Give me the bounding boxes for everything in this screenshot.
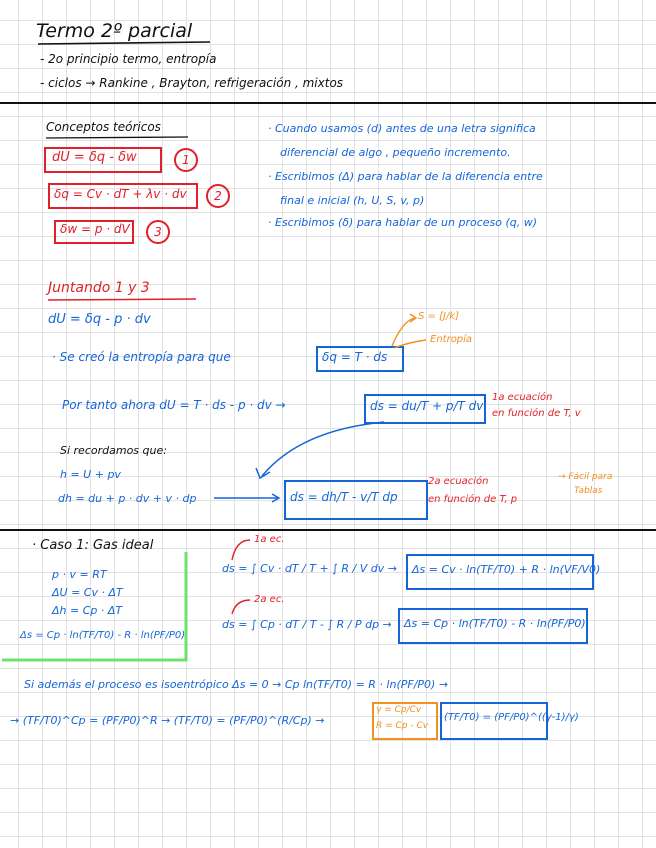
note-2-line-2: final e inicial (h, U, S, v, p) bbox=[280, 194, 425, 207]
entropy-label: Entropía bbox=[430, 334, 473, 345]
tablas-note-1: → Fácil para bbox=[558, 472, 613, 482]
gamma-def: γ = Cp/Cv bbox=[376, 705, 422, 715]
caso1-ec2-result: Δs = Cp · ln(TF/T0) - R · ln(PF/P0) bbox=[404, 617, 586, 630]
caso1-ec1-result: Δs = Cv · ln(TF/T0) + R · ln(VF/V0) bbox=[412, 563, 601, 576]
entropy-box-text: δq = T · ds bbox=[322, 350, 388, 364]
ec1-label-1: 1a ecuación bbox=[492, 392, 553, 403]
eq3-number: 3 bbox=[146, 220, 170, 244]
note-1-line-1: · Cuando usamos (d) antes de una letra significa bbox=[268, 122, 536, 135]
delta-h: Δh = Cp · ΔT bbox=[52, 604, 123, 617]
isentropic-line-2: → (TF/T0)^Cp = (PF/P0)^R → (TF/T0) = (PF/P0)^(R/Cp) → bbox=[10, 714, 325, 727]
note-1-line-2: diferencial de algo , pequeño incremento. bbox=[280, 146, 511, 159]
ec2-label-1: 2a ecuación bbox=[428, 476, 489, 487]
delta-s-formula: Δs = Cp · ln(TF/T0) - R · ln(PF/P0) bbox=[20, 630, 186, 641]
por-tanto-line: Por tanto ahora dU = T · ds - p · dv → bbox=[62, 398, 286, 412]
entropy-units: S = [J/k] bbox=[418, 311, 459, 322]
caso1-heading: · Caso 1: Gas ideal bbox=[32, 538, 154, 553]
isentropic-line-1: Si además el proceso es isoentrópico Δs = 0 → Cp ln(TF/T0) = R · ln(PF/P0) → bbox=[24, 678, 449, 691]
final-result: (TF/T0) = (PF/P0)^((γ-1)/γ) bbox=[444, 712, 579, 723]
delta-u: ΔU = Cv · ΔT bbox=[52, 586, 123, 599]
caso1-ec2-integral: ds = ∫ Cp · dT / T - ∫ R / P dp → bbox=[222, 618, 392, 631]
eq2-number: 2 bbox=[206, 184, 230, 208]
caso1-ec1-label: 1a ec. bbox=[254, 534, 285, 545]
concepts-heading: Conceptos teóricos bbox=[46, 120, 161, 134]
note-3: · Escribimos (δ) para hablar de un proceso (q, w) bbox=[268, 216, 538, 229]
eq3-text: δw = p · dV bbox=[60, 222, 130, 236]
note-2-line-1: · Escribimos (Δ) para hablar de la diferencia entre bbox=[268, 170, 543, 183]
ds-eq1-text: ds = du/T + p/T dv bbox=[370, 399, 484, 413]
entropy-text: · Se creó la entropía para que bbox=[52, 350, 231, 364]
ec2-label-2: en función de T, p bbox=[428, 494, 518, 505]
juntando-eq: dU = δq - p · dv bbox=[48, 312, 151, 327]
page-title: Termo 2º parcial bbox=[36, 20, 193, 42]
ec1-label-2: en función de T, v bbox=[492, 408, 581, 419]
si-recordamos: Si recordamos que: bbox=[60, 444, 167, 457]
ideal-gas-law: p · v = RT bbox=[52, 568, 107, 581]
ds-eq2-text: ds = dh/T - v/T dp bbox=[290, 490, 398, 504]
r-def: R = Cp - Cv bbox=[376, 721, 429, 731]
eq2-text: δq = Cv · dT + λv · dv bbox=[54, 187, 187, 201]
caso1-ec2-label: 2a ec. bbox=[254, 594, 285, 605]
eq1-text: dU = δq - δw bbox=[52, 150, 137, 165]
caso1-ec1-integral: ds = ∫ Cv · dT / T + ∫ R / V dv → bbox=[222, 562, 397, 575]
h-definition: h = U + pv bbox=[60, 468, 121, 481]
eq1-number: 1 bbox=[174, 148, 198, 172]
header-item-2: - ciclos → Rankine , Brayton, refrigeración , mixtos bbox=[40, 76, 344, 90]
tablas-note-2: Tablas bbox=[574, 486, 603, 496]
juntando-heading: Juntando 1 y 3 bbox=[48, 280, 150, 296]
dh-definition: dh = du + p · dv + v · dp bbox=[58, 492, 197, 505]
header-item-1: - 2o principio termo, entropía bbox=[40, 52, 217, 66]
